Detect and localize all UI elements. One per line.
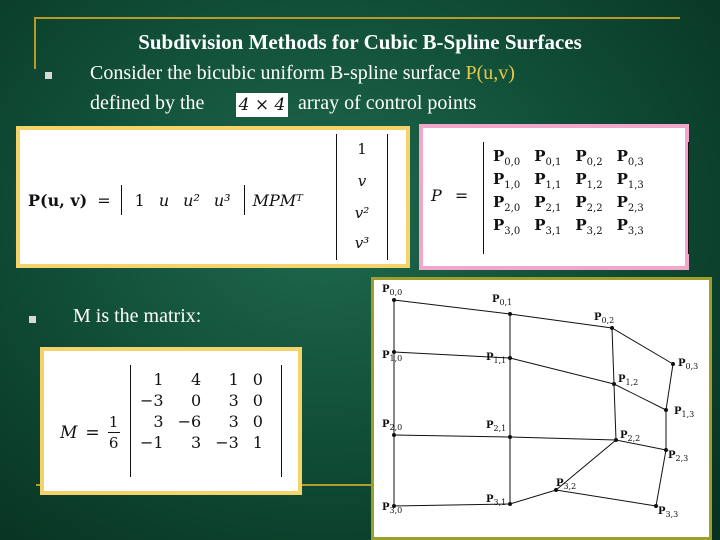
p-matrix-cell: $P_{1,2}$: [575, 170, 603, 191]
row-entry: 1: [134, 190, 145, 210]
control-point: [508, 435, 512, 439]
m-matrix-cell: 3: [228, 412, 239, 431]
intro-line-2: [90, 92, 204, 115]
intro-line-1: [90, 62, 515, 85]
m-matrix-cell: −3: [215, 433, 239, 452]
intro-line-2-end: array of control points: [298, 92, 477, 114]
p-matrix-row: [486, 215, 651, 238]
control-point-label: $P_{1,2}$: [618, 374, 639, 387]
control-point-label: $P_{2,3}$: [668, 450, 689, 463]
m-matrix-cell: 0: [252, 412, 263, 431]
control-point: [392, 298, 396, 302]
control-point-matrix-panel: [419, 124, 689, 270]
p-matrix-cell: $P_{2,3}$: [616, 193, 644, 214]
control-point-label: $P_{2,2}$: [620, 430, 641, 443]
control-point: [612, 382, 616, 386]
matrix-caption: M is the matrix:: [73, 305, 202, 327]
m-matrix-table: [133, 369, 270, 453]
m-matrix-cell: 3: [228, 391, 239, 410]
equals-sign: =: [454, 186, 469, 205]
col-entry: v²: [354, 204, 370, 222]
p-matrix-cell: $P_{3,3}$: [616, 216, 644, 237]
control-point: [508, 312, 512, 316]
surface-equation-panel: [16, 126, 410, 268]
m-matrix-cell: 4: [191, 370, 202, 389]
m-matrix-row: [133, 369, 270, 390]
m-matrix-row: [133, 432, 270, 453]
m-matrix-cell: −1: [140, 433, 164, 452]
control-point-label: $P_{3,2}$: [556, 478, 577, 491]
control-point: [610, 326, 614, 330]
m-matrix-bracket: [130, 365, 282, 477]
bullet-marker: [45, 72, 52, 79]
equals-sign: =: [85, 422, 100, 443]
control-point: [508, 356, 512, 360]
control-point-label: $P_{0,3}$: [678, 358, 699, 371]
p-matrix-cell: $P_{0,3}$: [616, 147, 644, 168]
row-vector: [121, 185, 245, 215]
m-matrix-cell: 0: [252, 370, 263, 389]
fraction-numerator: 1: [108, 413, 119, 431]
m-matrix-cell: −3: [140, 391, 164, 410]
m-matrix-cell: 1: [228, 370, 239, 389]
p-matrix-cell: $P_{3,2}$: [575, 216, 603, 237]
decor-line-top: [34, 17, 680, 19]
p-matrix-cell: $P_{0,1}$: [534, 147, 562, 168]
control-point-label: $P_{1,3}$: [674, 406, 695, 419]
p-matrix-row: [486, 192, 651, 215]
p-matrix-row: [486, 146, 651, 169]
row-entry: u²: [183, 190, 200, 210]
array-size-box: 4 × 4: [236, 93, 288, 117]
p-matrix-cell: $P_{3,1}$: [534, 216, 562, 237]
m-matrix-cell: 1: [252, 433, 263, 452]
control-point-label: $P_{2,1}$: [486, 420, 507, 433]
p-matrix-cell: $P_{0,0}$: [493, 147, 521, 168]
equals-sign: =: [97, 190, 111, 210]
p-matrix-cell: $P_{0,2}$: [575, 147, 603, 168]
control-point-label: $P_{2,0}$: [382, 419, 403, 432]
control-point-label: $P_{0,1}$: [492, 294, 513, 307]
m-matrix-cell: 0: [252, 391, 263, 410]
column-vector: [336, 134, 388, 260]
row-entry: u³: [213, 190, 231, 210]
control-point-label: $P_{1,1}$: [486, 352, 507, 365]
control-grid-svg: [374, 280, 709, 537]
m-matrix-cell: 3: [191, 433, 202, 452]
grid-col-line: [656, 364, 673, 506]
surface-symbol: P(u,v): [465, 62, 515, 84]
grid-row-line: [394, 490, 656, 506]
m-matrix-cell: 0: [191, 391, 202, 410]
col-entry: v³: [354, 234, 370, 252]
p-matrix-cell: $P_{1,3}$: [616, 170, 644, 191]
control-point-label: $P_{0,0}$: [382, 284, 403, 297]
grid-col-line: [556, 328, 616, 490]
p-matrix-bracket: [483, 142, 689, 254]
p-matrix-cell: $P_{2,2}$: [575, 193, 603, 214]
m-matrix-cell: 1: [153, 370, 164, 389]
fraction: [108, 413, 120, 452]
control-point-label: $P_{0,2}$: [594, 312, 615, 325]
p-lhs: P: [431, 186, 442, 205]
fraction-denominator: 6: [108, 434, 119, 452]
p-matrix-cell: $P_{1,1}$: [534, 170, 562, 191]
control-point-label: $P_{3,3}$: [658, 506, 679, 519]
control-point-label: $P_{3,0}$: [382, 502, 403, 515]
m-lhs: M: [60, 422, 78, 443]
surface-lhs: P(u, v): [28, 190, 88, 210]
p-matrix-table: [486, 146, 651, 238]
control-point: [508, 502, 512, 506]
control-point: [614, 438, 618, 442]
p-matrix-cell: $P_{1,0}$: [493, 170, 521, 191]
col-entry: 1: [357, 140, 367, 158]
intro-text-2: defined by the: [90, 92, 205, 114]
control-point: [392, 433, 396, 437]
m-matrix-cell: 3: [153, 412, 164, 431]
p-matrix-cell: $P_{2,0}$: [493, 193, 521, 214]
p-matrix-row: [486, 169, 651, 192]
p-matrix-cell: $P_{2,1}$: [534, 193, 562, 214]
control-grid-diagram: [371, 277, 712, 540]
m-matrix-row: [133, 411, 270, 432]
control-point: [671, 362, 675, 366]
m-matrix-cell: −6: [177, 412, 202, 431]
intro-text: Consider the bicubic uniform B-spline surface: [90, 62, 466, 84]
basis-matrix-panel: [40, 347, 302, 495]
middle-term: MPMᵀ: [252, 190, 303, 210]
m-matrix-row: [133, 390, 270, 411]
control-point-label: $P_{1,0}$: [382, 350, 403, 363]
row-entry: u: [158, 190, 170, 210]
p-matrix-cell: $P_{3,0}$: [493, 216, 521, 237]
bullet-marker: [29, 316, 36, 323]
control-point: [664, 408, 668, 412]
control-point-label: $P_{3,1}$: [486, 494, 507, 507]
col-entry: v: [357, 172, 367, 190]
slide-title: Subdivision Methods for Cubic B-Spline Surfaces: [138, 30, 582, 54]
